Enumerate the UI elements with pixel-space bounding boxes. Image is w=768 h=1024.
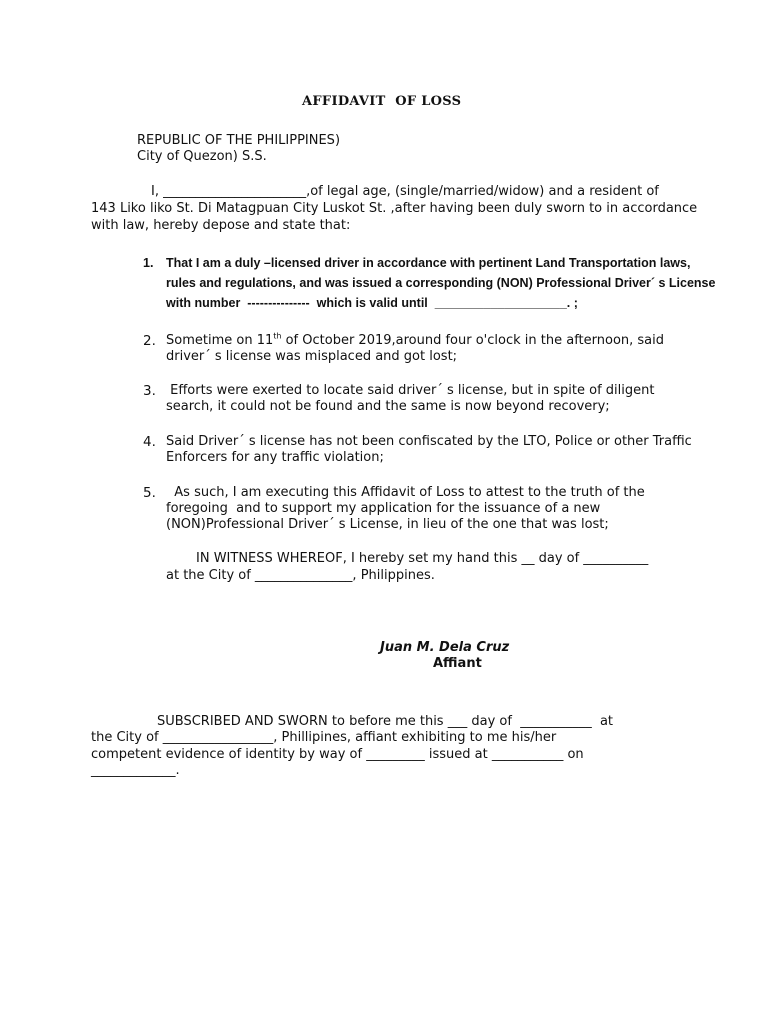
item-1-line-1: That I am a duly –licensed driver in accordance with pertinent Land Transportation laws,	[166, 256, 691, 270]
affiant-name: Juan M. Dela Cruz	[380, 640, 510, 655]
item-5-line-3: (NON)Professional Driver´ s License, in lieu of the one that was lost;	[166, 517, 609, 532]
document-title: AFFIDAVIT OF LOSS	[302, 94, 462, 109]
item-1-line-2: rules and regulations, and was issued a corresponding (NON) Professional Driver´ s License	[166, 276, 716, 290]
jurat-line-1: SUBSCRIBED AND SWORN to before me this ___ day of ___________ at	[157, 714, 614, 729]
item-3-line-1: Efforts were exerted to locate said driver´ s license, but in spite of diligent	[166, 383, 655, 398]
item-1-number: 1.	[143, 256, 154, 270]
intro-line-2: 143 Liko liko St. Di Matagpuan City Luskot St. ,after having been duly sworn to in accordance	[91, 201, 698, 216]
item-4-number: 4.	[143, 434, 156, 450]
item-2-line-1	[166, 333, 664, 349]
item-1-line-3: with number --------------- which is valid until ___________________. ;	[166, 296, 578, 310]
jurat-line-4: _____________.	[91, 763, 180, 778]
item-2-line-2: driver´ s license was misplaced and got lost;	[166, 349, 458, 364]
jurat-line-2: the City of _________________, Phillipines, affiant exhibiting to me his/her	[91, 730, 557, 745]
intro-line-1: I, ______________________,of legal age, (single/married/widow) and a resident of	[151, 184, 659, 199]
item-3-line-2: search, it could not be found and the same is now beyond recovery;	[166, 399, 610, 414]
item-2-line-1-post: of October 2019,around four o'clock in the afternoon, said	[281, 333, 665, 348]
intro-line-3: with law, hereby depose and state that:	[91, 218, 351, 233]
affiant-label: Affiant	[433, 656, 482, 671]
ordinal-suffix: th	[273, 331, 282, 341]
jurat-line-3: competent evidence of identity by way of _________ issued at ___________ on	[91, 747, 584, 762]
item-4-line-1: Said Driver´ s license has not been confiscated by the LTO, Police or other Traffic	[166, 434, 692, 449]
item-2-number: 2.	[143, 333, 156, 349]
item-5-line-2: foregoing and to support my application for the issuance of a new	[166, 501, 601, 516]
item-5-line-1: As such, I am executing this Affidavit of Loss to attest to the truth of the	[166, 485, 645, 500]
item-3-number: 3.	[143, 383, 156, 399]
venue-line-1: REPUBLIC OF THE PHILIPPINES)	[137, 133, 341, 148]
witness-line-1: IN WITNESS WHEREOF, I hereby set my hand this __ day of __________	[196, 551, 649, 566]
item-2-line-1-pre: Sometime on 11	[166, 333, 274, 348]
witness-line-2: at the City of _______________, Philippines.	[166, 568, 435, 583]
item-5-number: 5.	[143, 485, 156, 501]
item-4-line-2: Enforcers for any traffic violation;	[166, 450, 384, 465]
venue-line-2: City of Quezon) S.S.	[137, 149, 267, 164]
